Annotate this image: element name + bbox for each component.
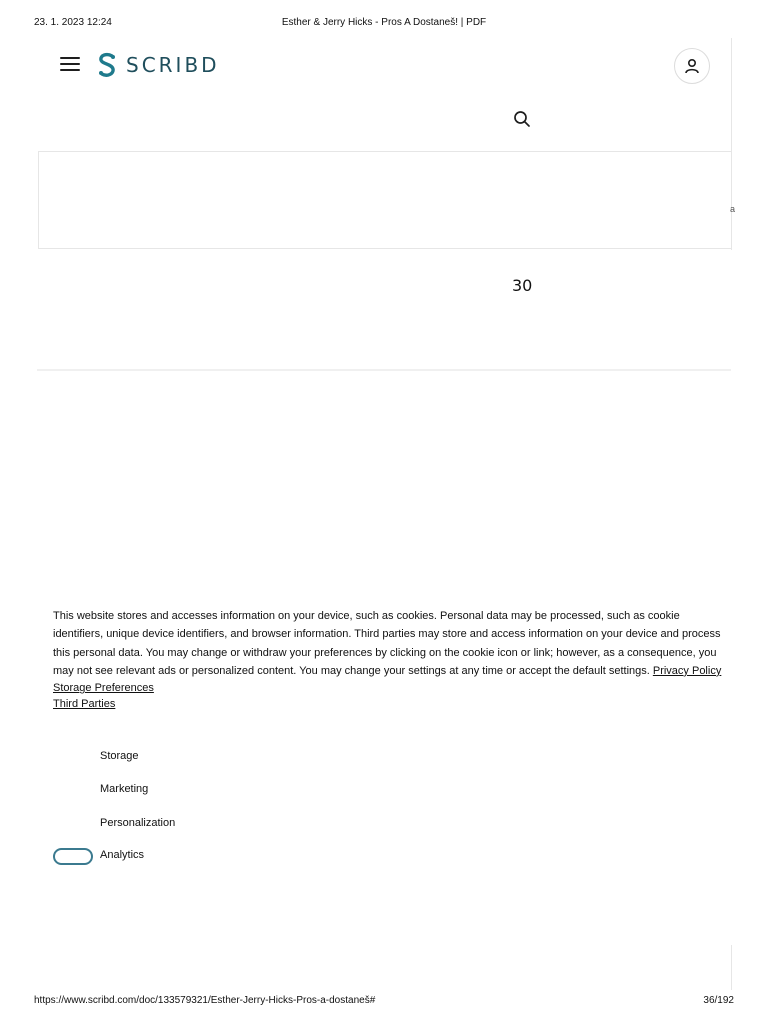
print-page-counter: 36/192: [703, 995, 734, 1006]
search-icon: [513, 110, 531, 128]
viewport-edge: [731, 38, 732, 250]
print-header: [0, 14, 768, 32]
preference-personalization[interactable]: Personalization: [100, 817, 176, 829]
scribd-logo[interactable]: [96, 51, 220, 79]
scribd-logo-icon: [96, 52, 118, 78]
preference-marketing[interactable]: Marketing: [100, 783, 149, 795]
top-navigation-bar: [0, 38, 731, 94]
analytics-toggle[interactable]: [53, 848, 93, 865]
preference-analytics[interactable]: Analytics: [100, 849, 145, 861]
logo-wordmark: SCRIBD: [126, 53, 220, 77]
print-footer: [0, 992, 768, 1010]
page-number: 30: [512, 276, 533, 295]
search-button[interactable]: [511, 108, 533, 130]
section-divider: [37, 369, 731, 371]
privacy-policy-link[interactable]: Privacy Policy: [652, 664, 722, 677]
consent-text: This website stores and accesses information on your device, such as cookies. Personal data may be processed, such as cookie identifiers, unique device identifiers, and browser information. Third parties may store and access information on your device and process this personal data. You may change or withdraw your preferences by clicking on the cookie icon or link; however, as a consequence, you may not see relevant ads or personalized content. You may change your settings at any time or accept the default settings.: [53, 610, 721, 677]
document-card: [38, 151, 731, 249]
hamburger-menu-icon[interactable]: [60, 57, 80, 73]
preference-storage[interactable]: Storage: [100, 750, 139, 762]
viewport-edge-bottom: [731, 945, 732, 990]
third-parties-link[interactable]: Third Parties: [53, 698, 116, 711]
cookie-consent-panel: [53, 607, 723, 712]
print-url: https://www.scribd.com/doc/133579321/Esther-Jerry-Hicks-Pros-a-dostaneš#: [34, 995, 376, 1006]
account-button[interactable]: [674, 48, 710, 84]
card-edge-text: a: [730, 204, 736, 214]
print-timestamp: 23. 1. 2023 12:24: [34, 17, 112, 28]
print-document-title: Esther & Jerry Hicks - Pros A Dostaneš! | PDF: [281, 17, 487, 28]
storage-preferences-link[interactable]: Storage Preferences: [53, 682, 154, 695]
user-icon: [683, 57, 701, 75]
